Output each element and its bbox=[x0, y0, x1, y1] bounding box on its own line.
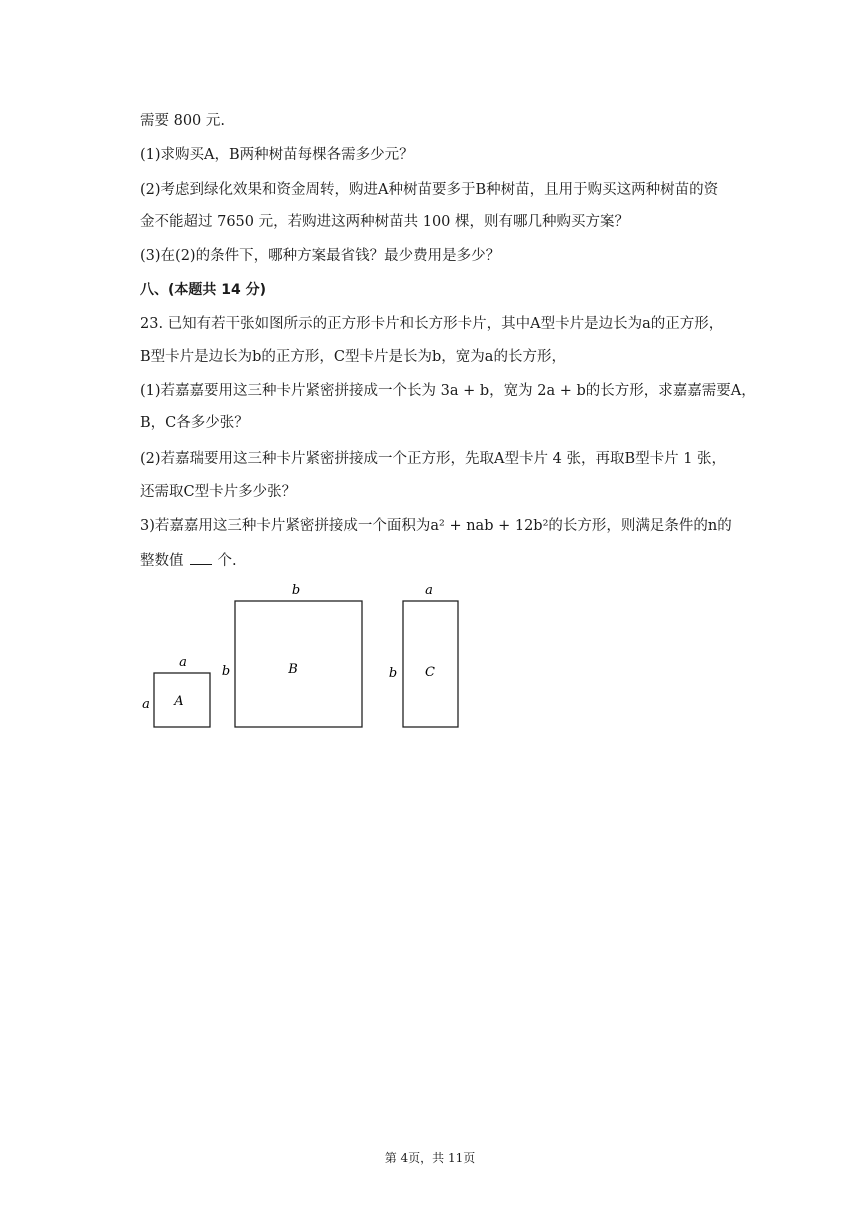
card-a bbox=[142, 655, 210, 727]
q23-stem-line2: B型卡片是边长为b的正方形，C型卡片是长为b，宽为a的长方形， bbox=[140, 349, 566, 365]
q23-part2-line1: (2)若嘉瑞要用这三种卡片紧密拼接成一个正方形，先取A型卡片 4 张，再取B型卡片 1 张， bbox=[140, 451, 727, 467]
section-heading: 八、(本题共 14 分) bbox=[140, 282, 267, 298]
card-b-left-side: b bbox=[221, 664, 231, 679]
q22-part2-line1: (2)考虑到绿化效果和资金周转，购进A种树苗要多于B种树苗，且用于购买这两种树苗的资 bbox=[140, 182, 719, 198]
card-c-label: C bbox=[425, 665, 435, 680]
q23-part2-line2: 还需取C型卡片多少张？ bbox=[140, 484, 297, 500]
card-a-top-side: a bbox=[179, 655, 187, 670]
q23-part3-line1: 3)若嘉嘉用这三种卡片紧密拼接成一个面积为a² + nab + 12b²的长方形，则满足条件的n的 bbox=[140, 518, 732, 534]
q23-stem-line1: 23. 已知有若干张如图所示的正方形卡片和长方形卡片，其中A型卡片是边长为a的正方形， bbox=[140, 316, 724, 332]
card-c-left-side: b bbox=[388, 666, 398, 681]
card-c-top-side: a bbox=[425, 583, 433, 598]
q23-part1-line1: (1)若嘉嘉要用这三种卡片紧密拼接成一个长为 3a + b，宽为 2a + b的长方形，求嘉嘉需要A， bbox=[140, 383, 756, 399]
q23-part3-line2 bbox=[140, 550, 237, 571]
q22-part2-line2: 金不能超过 7650 元，若购进这两种树苗共 100 棵，则有哪几种购买方案？ bbox=[140, 214, 630, 230]
card-b-top-side: b bbox=[291, 583, 301, 598]
card-a-label: A bbox=[174, 694, 184, 709]
q23-part3-before-blank: 整数值 bbox=[140, 553, 184, 569]
answer-blank[interactable] bbox=[190, 550, 212, 565]
card-c bbox=[389, 583, 458, 727]
q23-part1-line2: B，C各多少张？ bbox=[140, 415, 249, 431]
q22-continuation: 需要 800 元. bbox=[140, 113, 226, 129]
card-a-left-side: a bbox=[142, 697, 150, 712]
q23-part3-after-blank: 个. bbox=[217, 553, 237, 569]
q22-part1: (1)求购买A，B两种树苗每棵各需多少元？ bbox=[140, 147, 414, 163]
cards-figure bbox=[0, 578, 860, 738]
card-b bbox=[222, 583, 362, 727]
q22-part3: (3)在(2)的条件下，哪种方案最省钱？最少费用是多少？ bbox=[140, 248, 501, 264]
card-b-label: B bbox=[288, 662, 298, 677]
page-footer: 第 4页，共 11页 bbox=[384, 1151, 476, 1165]
